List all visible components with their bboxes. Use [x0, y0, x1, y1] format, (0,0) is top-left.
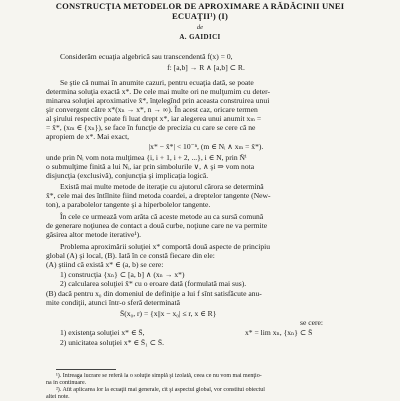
- paragraph-line: global (A) şi local, (B). Iată în ce constă fiecare din ele:: [46, 251, 215, 260]
- paragraph-line: Considerăm ecuaţia algebrică sau transcendentă f(x) = 0,: [60, 52, 233, 61]
- formula-line: x* = lim xₙ, {xₙ} ⊂ S̄: [245, 328, 313, 337]
- paragraph-line: În cele ce urmează vom arăta că aceste metode au ca sursă comună: [60, 212, 264, 221]
- paragraph-line: unde prin Nᵢ vom nota mulţimea {i, i + 1, i + 2, ...}, i ∈ N, prin N̄ⁱ: [46, 153, 247, 162]
- paragraph-line: disjuncţia (exclusivă), conjuncţia şi implicaţia logică.: [46, 171, 209, 180]
- paragraph-line: ton), a parabolelor tangente şi a hiperbolelor tangente.: [46, 200, 211, 209]
- paragraph-line: (B) dacă pentru x₀ din domeniul de definiţie a lui f sînt satisfăcute anu-: [46, 289, 262, 298]
- footnote: ¹). Întreaga lucrare se referă la o soluţie simplă şi izolată, ceea ce nu vom mai menţio-: [56, 373, 262, 379]
- paragraph-line: minarea soluţiei aproximative x̃*, înţelegînd prin aceasta construirea unui: [46, 96, 270, 105]
- paragraph-line: mite condiţii, atunci într-o sferă determinată: [46, 298, 180, 307]
- author-name: A. GAIDICI: [179, 33, 221, 41]
- formula-line: |x* − x̃*| < 10⁻ⁿ, (m ∈ Nᵢ ∧ xₘ = x̃*).: [148, 142, 264, 151]
- title-line-2: ECUAŢII¹) (I): [171, 11, 229, 21]
- paragraph-line: x̃*, cele mai des întîlnite fiind metoda coardei, a dreptelor tangente (New-: [46, 191, 271, 200]
- list-item: 2) unicitatea soluţiei x* ∈ S̄₁ ⊂ S̄.: [60, 338, 165, 347]
- paragraph-line: Există mai multe metode de iteraţie cu ajutorul cărora se determină: [60, 182, 264, 191]
- list-item: 1) existenţa soluţiei x* ∈ S̄,: [60, 328, 145, 337]
- list-item: 1) construcţia {xₙ} ⊂ [a, b] ∧ (xₙ → x*): [60, 270, 185, 279]
- paragraph-line: de generare noţiunea de contact a două curbe, noţiune care ne va permite: [46, 221, 268, 230]
- paragraph-line: o submulţime finită a lui Nᵢ, iar prin simbolurile ∨, ∧ şi ⇒ vom nota: [46, 162, 255, 171]
- footnote: ²). Atît aplicarea lor la ecuaţii mai generale, cît şi aspectul global, vor constitui obiectul: [56, 387, 265, 393]
- footnote: na în continuare.: [46, 380, 87, 386]
- title-line-1: CONSTRUCŢIA METODELOR DE APROXIMARE A RĂDĂCINII UNEI: [55, 1, 345, 11]
- formula-line: S̄(x₀, r) = {x||x − x₀| ≤ r, x ∈ R}: [120, 309, 217, 318]
- formula-note: se cere:: [300, 318, 323, 327]
- footnote: altei note.: [46, 394, 70, 400]
- footnote-divider: [56, 369, 116, 370]
- by-label: de: [196, 24, 204, 31]
- paragraph-line: apropiem de x*. Mai exact,: [46, 132, 130, 141]
- paragraph-line: al şirului respectiv poate fi luat drept x*, iar alegerea unui anumit xₘ =: [46, 114, 262, 123]
- paragraph-line: Se ştie că numai în anumite cazuri, pentru ecuaţia dată, se poate: [60, 78, 254, 87]
- paragraph-line: determina soluţia exactă x*. De cele mai multe ori ne mulţumim cu deter-: [46, 87, 270, 96]
- paragraph-line: găsirea altor metode iterative¹).: [46, 230, 142, 239]
- paragraph-line: = x̃*, (xₘ ∈ {xₙ}), se face în funcţie de precizia cu care se cere că ne: [46, 123, 256, 132]
- paper-title: [0, 1, 400, 21]
- paragraph-line: (A) ştiind că există x* ∈ (a, b) se cere:: [46, 260, 164, 269]
- paragraph-line: şir convergent către x*(xₙ → x*, n → ∞). În acest caz, oricare termen: [46, 105, 258, 114]
- list-item: 2) calcularea soluţiei x̃* cu o eroare dată (formulată mai sus).: [60, 279, 247, 288]
- paragraph-line: Problema aproximării soluţiei x* comportă două aspecte de principiu: [60, 242, 271, 251]
- formula-line: f: [a,b] → R ∧ [a,b] ⊂ R.: [167, 63, 245, 72]
